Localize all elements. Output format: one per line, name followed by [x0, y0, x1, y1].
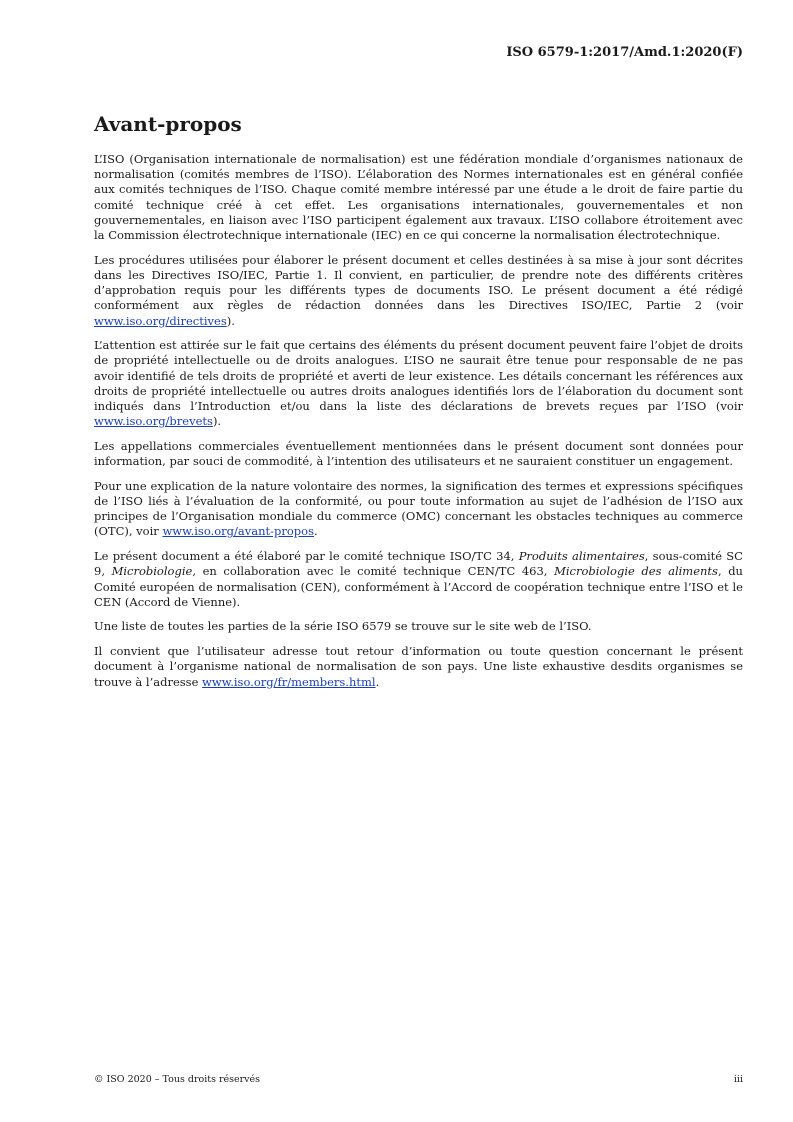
paragraph-text: ).: [212, 414, 222, 429]
paragraph-trade-names: Les appellations commerciales éventuellement mentionnées dans le présent document sont données pour information, par souci de commodité, à l’intention des utilisateurs et ne sauraient constituer un engagement.: [94, 438, 743, 469]
paragraph-text: Il convient que l’utilisateur adresse tout retour d’information ou toute question concernant le présent document à l’organisme national de normalisation de son pays. Une liste exhaustive desdits organismes se trouve à l’adresse: [94, 644, 743, 689]
cen-committee-name-italic: Microbiologie des aliments: [554, 564, 718, 579]
committee-name-italic: Produits alimentaires: [518, 549, 645, 564]
paragraph-text: , en collaboration avec le comité technique CEN/TC 463,: [192, 564, 555, 579]
document-identifier: ISO 6579-1:2017/Amd.1:2020(F): [506, 45, 743, 60]
paragraph-text: , du Comité européen de normalisation (CEN), conformément à l’Accord de coopération technique entre l’ISO et le CEN (Accord de Vienne).: [94, 564, 743, 609]
paragraph-iso-intro: L’ISO (Organisation internationale de normalisation) est une fédération mondiale d’organismes nationaux de normalisation (comités membres de l’ISO). L’élaboration des Normes internationales est en général confiée aux comités techniques de l’ISO. Chaque comité membre intéressé par une étude a le droit de faire partie du comité technique créé à cet effet. Les organisations internationales, gouvernementales et non gouvernementales, en liaison avec l’ISO participent également aux travaux. L’ISO collabore étroitement avec la Commission électrotechnique internationale (IEC) en ce qui concerne la normalisation électrotechnique.: [94, 152, 743, 243]
link-directives[interactable]: www.iso.org/directives: [94, 313, 227, 328]
paragraph-feedback: [94, 644, 743, 690]
paragraph-text: Pour une explication de la nature volontaire des normes, la signification des termes et expressions spécifiques de l’ISO liés à l’évaluation de la conformité, ou pour toute information au sujet de l’adhésion de l’ISO aux principes de l’Organisation mondiale du commerce (OMC) concernant les obstacles techniques au commerce (OTC), voir: [94, 478, 743, 539]
footer-page-number: iii: [733, 1074, 743, 1085]
paragraph-text: Le présent document a été élaboré par le comité technique ISO/TC 34,: [94, 549, 519, 564]
link-brevets[interactable]: www.iso.org/brevets: [94, 414, 213, 429]
paragraph-text: .: [313, 524, 318, 539]
paragraph-patents: [94, 338, 743, 429]
paragraph-text: Les procédures utilisées pour élaborer le présent document et celles destinées à sa mise à jour sont décrites dans les Directives ISO/IEC, Partie 1. Il convient, en particulier, de prendre note des différents critères d’approbation requis pour les différents types de documents ISO. Le présent document a été rédigé conformément aux règles de rédaction données dans les Directives ISO/IEC, Partie 2 (voir: [94, 252, 743, 313]
paragraph-text: , sous-comité SC 9,: [94, 549, 743, 579]
paragraph-voluntary-nature: [94, 479, 743, 540]
paragraph-series-list: Une liste de toutes les parties de la série ISO 6579 se trouve sur le site web de l’ISO.: [94, 619, 592, 634]
paragraph-text: ).: [226, 313, 235, 328]
paragraph-committee: [94, 549, 743, 610]
foreword-body: [94, 152, 743, 699]
paragraph-text: .: [375, 674, 380, 689]
page-title: Avant-propos: [94, 112, 242, 136]
footer-copyright: © ISO 2020 – Tous droits réservés: [94, 1074, 261, 1085]
paragraph-procedures: [94, 253, 743, 329]
link-avant-propos[interactable]: www.iso.org/avant-propos: [162, 524, 314, 539]
subcommittee-name-italic: Microbiologie: [111, 564, 193, 579]
paragraph-text: L’attention est attirée sur le fait que certains des éléments du présent document peuvent faire l’objet de droits de propriété intellectuelle ou de droits analogues. L’ISO ne saurait être tenue pour responsable de ne pas avoir identifié de tels droits de propriété et averti de leur existence. Les détails concernant les références aux droits de propriété intellectuelle ou autres droits analogues identifiés lors de l’élaboration du document sont indiqués dans l’Introduction et/ou dans la liste des déclarations de brevets reçues par l’ISO (voir: [94, 338, 743, 414]
link-members[interactable]: www.iso.org/fr/members.html: [202, 674, 376, 689]
